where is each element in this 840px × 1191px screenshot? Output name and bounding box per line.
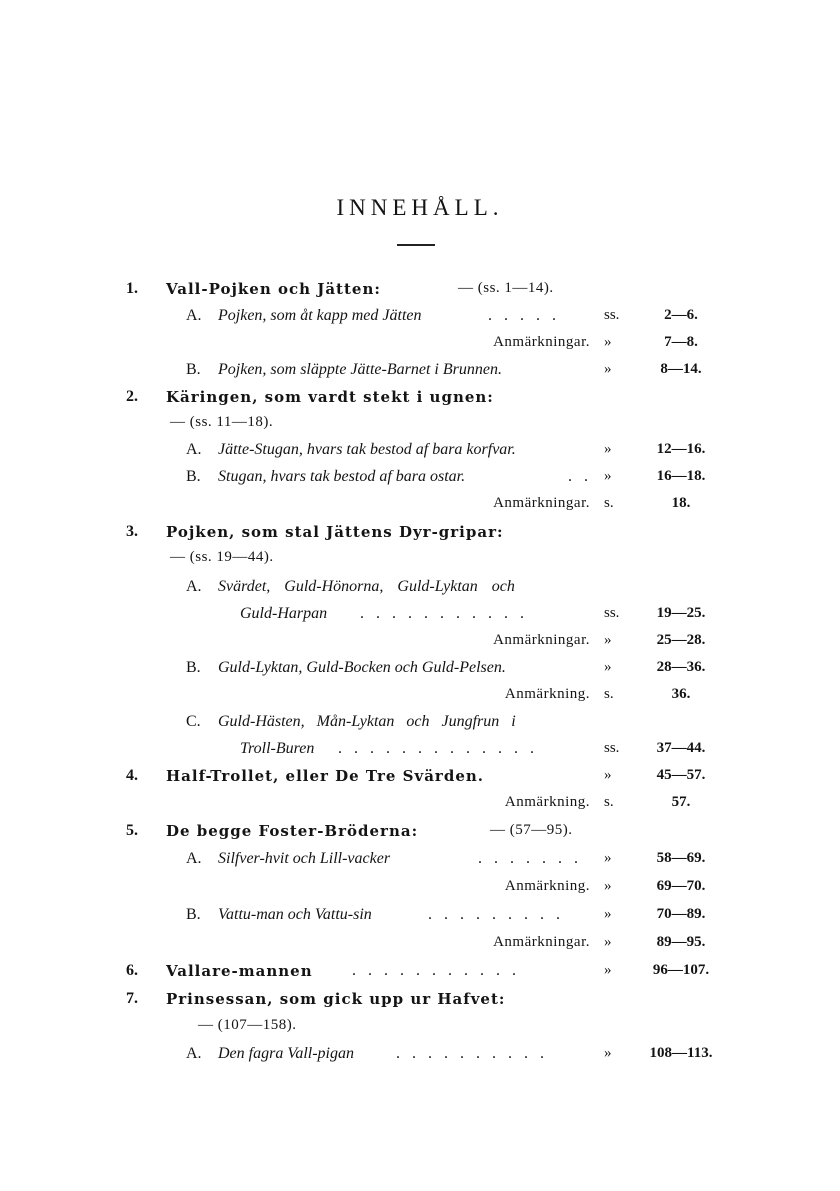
page-abbr: » <box>604 934 612 950</box>
toc-section-2 <box>0 388 840 412</box>
dot-leader: . . <box>568 468 592 485</box>
page-numbers: 8—14. <box>660 361 702 377</box>
page-abbr: » <box>604 1045 612 1061</box>
section-number: 4. <box>126 767 138 784</box>
toc-annotation <box>0 334 840 358</box>
toc-entry <box>0 441 840 465</box>
toc-entry <box>0 361 840 385</box>
page-numbers: 70—89. <box>656 906 706 922</box>
toc-entry-continued <box>0 740 840 764</box>
toc-entry <box>0 850 840 874</box>
entry-title: Guld-Hästen, Mån-Lyktan och Jungfrun i <box>218 713 516 730</box>
section-page-range: — (ss. 19—44). <box>170 549 274 565</box>
toc-annotation <box>0 794 840 818</box>
toc-annotation <box>0 878 840 902</box>
annotation-label: Anmärkningar. <box>493 632 590 648</box>
entry-letter: A. <box>186 1045 202 1062</box>
toc-section-5 <box>0 822 840 846</box>
page-numbers: 108—113. <box>649 1045 713 1061</box>
entry-title: Guld-Lyktan, Guld-Bocken och Guld-Pelsen. <box>218 659 506 676</box>
page-abbr: » <box>604 767 612 783</box>
dot-leader: . . . . . . . . . <box>428 906 564 923</box>
entry-title: Stugan, hvars tak bestod af bara ostar. <box>218 468 466 485</box>
section-page-range: — (57—95). <box>490 822 573 838</box>
page-abbr: ss. <box>604 307 620 323</box>
entry-letter: A. <box>186 307 202 324</box>
page-numbers: 7—8. <box>664 334 698 350</box>
toc-section-2-range <box>0 414 840 438</box>
section-number: 2. <box>126 388 138 405</box>
entry-letter: B. <box>186 659 201 676</box>
page-numbers: 2—6. <box>664 307 698 323</box>
entry-letter: B. <box>186 468 201 485</box>
entry-letter: C. <box>186 713 201 730</box>
entry-letter: A. <box>186 850 202 867</box>
page-abbr: » <box>604 468 612 484</box>
page-abbr: s. <box>604 794 614 810</box>
page-abbr: » <box>604 962 612 978</box>
annotation-label: Anmärkning. <box>504 794 590 810</box>
section-heading: Käringen, som vardt stekt i ugnen: <box>166 388 494 406</box>
dot-leader: . . . . . . . <box>478 850 582 867</box>
page-numbers: 69—70. <box>656 878 706 894</box>
section-number: 7. <box>126 990 138 1007</box>
page-abbr: » <box>604 632 612 648</box>
toc-section-7 <box>0 990 840 1014</box>
page-abbr: » <box>604 334 612 350</box>
section-heading: De begge Foster-Bröderna: <box>166 822 419 840</box>
annotation-label: Anmärkning. <box>504 686 590 702</box>
entry-title: Den fagra Vall-pigan <box>218 1045 354 1062</box>
page-abbr: s. <box>604 495 614 511</box>
page-abbr: » <box>604 361 612 377</box>
section-number: 5. <box>126 822 138 839</box>
page-numbers: 19—25. <box>656 605 706 621</box>
entry-letter: B. <box>186 906 201 923</box>
page-abbr: » <box>604 659 612 675</box>
dot-leader: . . . . . . . . . . . <box>360 605 528 622</box>
section-heading: Prinsessan, som gick upp ur Hafvet: <box>166 990 506 1008</box>
entry-title-continued: Troll-Buren <box>240 740 315 757</box>
section-heading: Pojken, som stal Jättens Dyr-gripar: <box>166 523 504 541</box>
page-numbers: 58—69. <box>656 850 706 866</box>
page-numbers: 89—95. <box>656 934 706 950</box>
toc-section-1 <box>0 280 840 304</box>
toc-entry <box>0 1045 840 1069</box>
page-abbr: » <box>604 850 612 866</box>
toc-annotation <box>0 934 840 958</box>
title-rule <box>397 244 435 246</box>
page-abbr: ss. <box>604 605 620 621</box>
entry-title: Pojken, som släppte Jätte-Barnet i Brunnen. <box>218 361 502 378</box>
toc-entry-continued <box>0 605 840 629</box>
section-heading: Vall-Pojken och Jätten: <box>166 280 381 298</box>
dot-leader: . . . . . . . . . . . <box>352 962 520 979</box>
entry-title-continued: Guld-Harpan <box>240 605 328 622</box>
section-heading: Vallare-mannen <box>166 962 313 980</box>
page-abbr: ss. <box>604 740 620 756</box>
toc-section-4 <box>0 767 840 791</box>
page-title: INNEHÅLL. <box>336 195 504 220</box>
page-abbr: » <box>604 878 612 894</box>
section-number: 3. <box>126 523 138 540</box>
toc-entry <box>0 307 840 331</box>
page-numbers: 16—18. <box>656 468 706 484</box>
entry-title: Jätte-Stugan, hvars tak bestod af bara korfvar. <box>218 441 516 458</box>
annotation-label: Anmärkningar. <box>493 934 590 950</box>
entry-title: Pojken, som åt kapp med Jätten <box>218 307 422 324</box>
dot-leader: . . . . . . . . . . <box>396 1045 548 1062</box>
entry-title: Silfver-hvit och Lill-vacker <box>218 850 391 867</box>
page-numbers: 45—57. <box>656 767 706 783</box>
toc-entry <box>0 578 840 602</box>
page-abbr: » <box>604 906 612 922</box>
section-number: 6. <box>126 962 138 979</box>
section-page-range: — (107—158). <box>198 1017 297 1033</box>
toc-entry <box>0 713 840 737</box>
toc-entry <box>0 468 840 492</box>
section-heading: Half-Trollet, eller De Tre Svärden. <box>166 767 484 785</box>
page-numbers: 25—28. <box>656 632 706 648</box>
toc-annotation <box>0 495 840 519</box>
section-page-range: — (ss. 1—14). <box>458 280 554 296</box>
annotation-label: Anmärkningar. <box>493 495 590 511</box>
toc-section-3 <box>0 523 840 547</box>
dot-leader: . . . . . <box>488 307 560 324</box>
toc-annotation <box>0 686 840 710</box>
toc-annotation <box>0 632 840 656</box>
page-numbers: 18. <box>671 495 691 511</box>
toc-entry <box>0 659 840 683</box>
annotation-label: Anmärkningar. <box>493 334 590 350</box>
dot-leader: . . . . . . . . . . . . . <box>338 740 538 757</box>
entry-letter: A. <box>186 578 202 595</box>
entry-letter: B. <box>186 361 201 378</box>
toc-section-7-range <box>0 1017 840 1041</box>
page-numbers: 12—16. <box>656 441 706 457</box>
section-page-range: — (ss. 11—18). <box>170 414 274 430</box>
page-numbers: 36. <box>671 686 691 702</box>
entry-letter: A. <box>186 441 202 458</box>
page-numbers: 57. <box>671 794 691 810</box>
page-numbers: 28—36. <box>656 659 706 675</box>
page-numbers: 37—44. <box>656 740 706 756</box>
entry-title: Svärdet, Guld-Hönorna, Guld-Lyktan och <box>218 578 515 595</box>
page-abbr: s. <box>604 686 614 702</box>
toc-section-3-range <box>0 549 840 573</box>
section-number: 1. <box>126 280 138 297</box>
entry-title: Vattu-man och Vattu-sin <box>218 906 372 923</box>
toc-section-6 <box>0 962 840 986</box>
page-numbers: 96—107. <box>652 962 710 978</box>
page-abbr: » <box>604 441 612 457</box>
annotation-label: Anmärkning. <box>504 878 590 894</box>
toc-entry <box>0 906 840 930</box>
